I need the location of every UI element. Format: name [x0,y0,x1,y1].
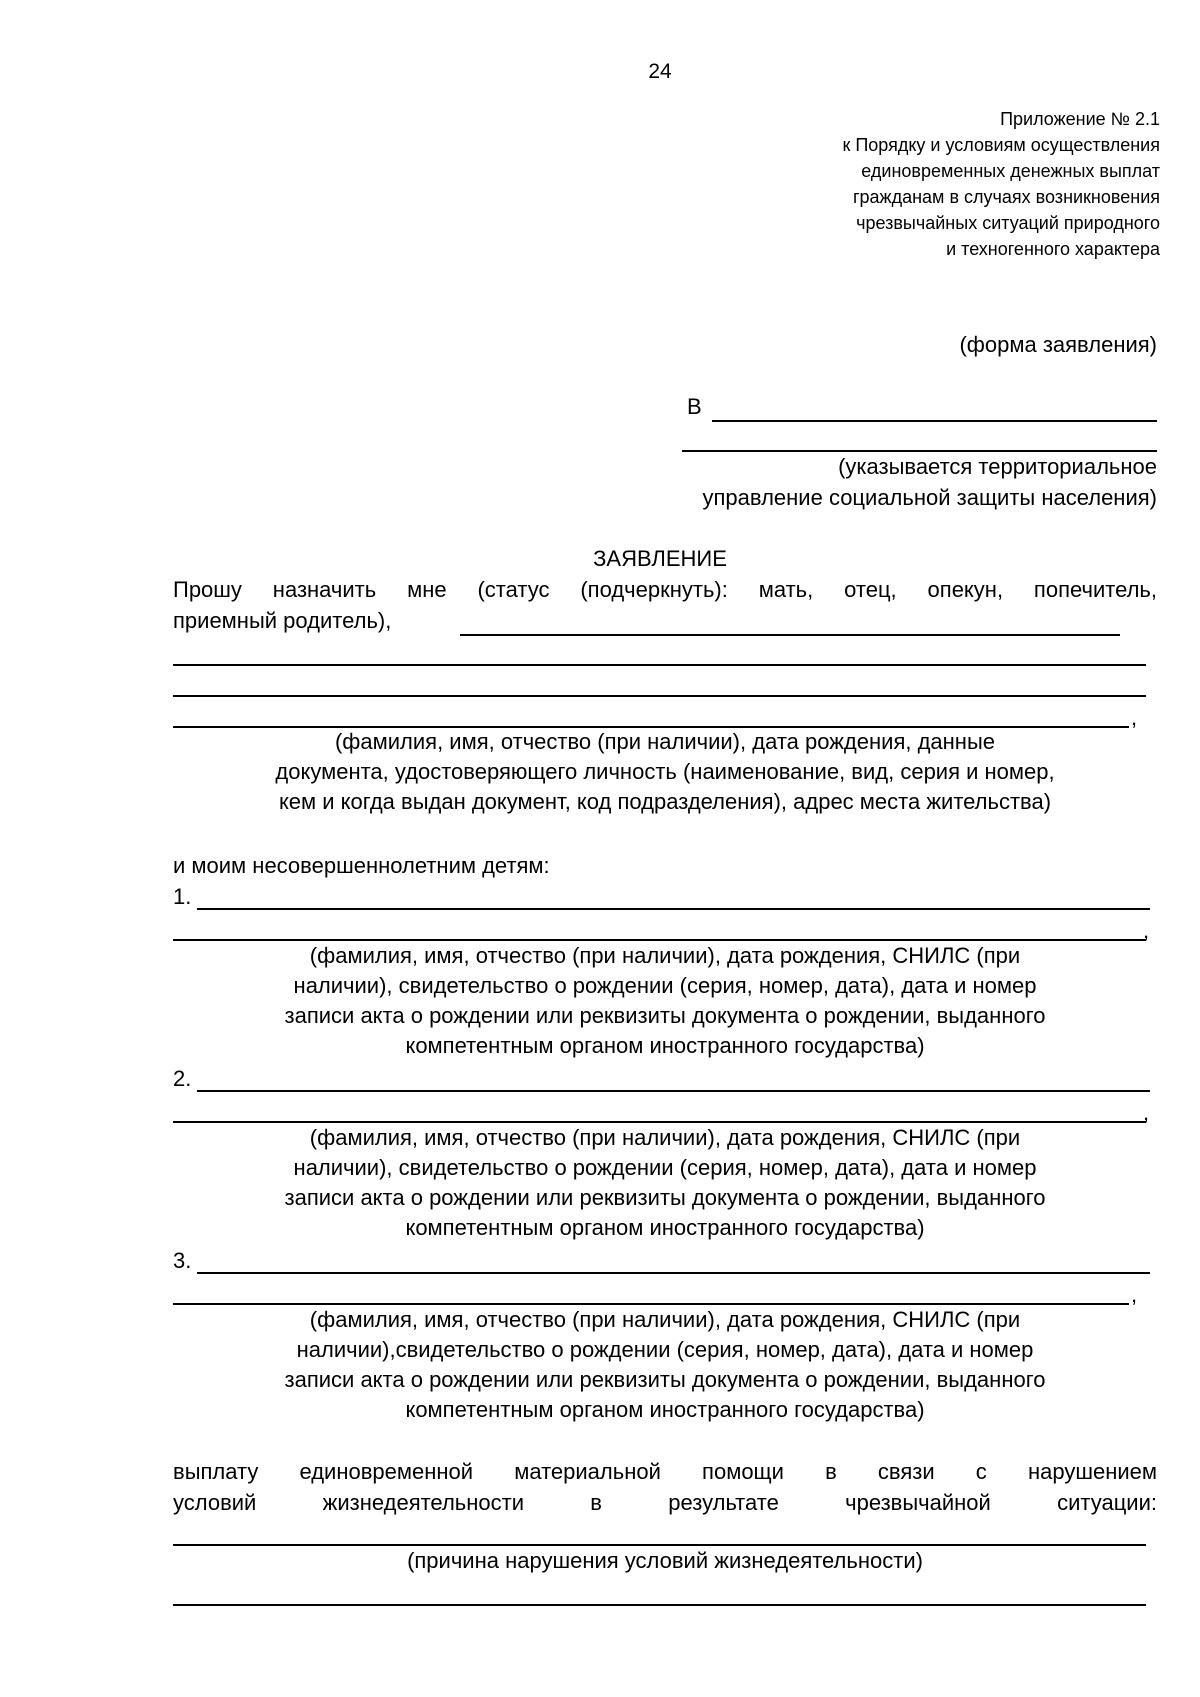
document-title: ЗАЯВЛЕНИЕ [593,546,727,571]
request-line-2: приемный родитель), [173,608,392,633]
child-hint-line: (фамилия, имя, отчество (при наличии), дата рождения, СНИЛС (при [309,1125,1021,1150]
appendix-line: чрезвычайных ситуаций природного [856,213,1160,233]
child-hint-line: компетентным органом иностранного государства) [405,1033,925,1058]
child-hint-line: записи акта о рождении или реквизиты документа о рождении, выданного [284,1367,1046,1392]
child-3-hint [173,1305,1157,1425]
comma: , [1143,1100,1150,1125]
appendix-header [560,106,1160,262]
form-label: (форма заявления) [959,332,1157,357]
child-1-hint [173,941,1157,1061]
comma: , [1131,1282,1138,1307]
child-hint-line: компетентным органом иностранного государства) [405,1215,925,1240]
child-number: 3. [173,1248,192,1273]
payment-line-2: условий жизнедеятельности в результате чрезвычайной ситуации: [173,1490,1157,1515]
page-number: 24 [648,60,672,83]
child-hint-line: (фамилия, имя, отчество (при наличии), дата рождения, СНИЛС (при [309,943,1021,968]
child-2-field-1[interactable] [197,1090,1150,1092]
applicant-hint-line: (фамилия, имя, отчество (при наличии), дата рождения, данные [334,729,996,754]
applicant-hint-line: документа, удостоверяющего личность (наименование, вид, серия и номер, [275,759,1055,784]
appendix-line: Приложение № 2.1 [1000,109,1160,129]
applicant-field-1[interactable] [460,634,1120,636]
child-hint-line: компетентным органом иностранного государства) [405,1397,925,1422]
reason-field-2[interactable] [173,1604,1146,1606]
comma: , [1143,918,1150,943]
addressee-prefix: В [687,394,702,419]
child-2-hint [173,1123,1157,1243]
child-number: 2. [173,1066,192,1091]
applicant-field-2[interactable] [173,664,1146,666]
child-3-field-1[interactable] [197,1272,1150,1274]
applicant-field-3[interactable] [173,695,1146,697]
reason-hint: (причина нарушения условий жизнедеятельности) [407,1548,923,1573]
addressee-hint-2: управление социальной защиты населения) [702,485,1157,510]
child-hint-line: записи акта о рождении или реквизиты документа о рождении, выданного [284,1185,1046,1210]
addressee-field-1[interactable] [712,420,1157,422]
payment-line-1: выплату единовременной материальной помощи в связи с нарушением [173,1459,1157,1484]
child-number: 1. [173,884,192,909]
request-line-1: Прошу назначить мне (статус (подчеркнуть): мать, отец, опекун, попечитель, [173,577,1157,602]
comma: , [1131,705,1138,730]
child-hint-line: (фамилия, имя, отчество (при наличии), дата рождения, СНИЛС (при [309,1307,1021,1332]
appendix-line: единовременных денежных выплат [861,161,1160,181]
child-hint-line: наличии),свидетельство о рождении (серия, номер, дата), дата и номер [296,1337,1034,1362]
appendix-line: и техногенного характера [946,239,1160,259]
applicant-hint-line: кем и когда выдан документ, код подразделения), адрес места жительства) [278,789,1052,814]
child-hint-line: записи акта о рождении или реквизиты документа о рождении, выданного [284,1003,1046,1028]
child-hint-line: наличии), свидетельство о рождении (серия, номер, дата), дата и номер [293,973,1037,998]
child-1-field-1[interactable] [197,908,1150,910]
applicant-hint [173,727,1157,817]
appendix-line: к Порядку и условиям осуществления [842,135,1160,155]
appendix-line: гражданам в случаях возникновения [852,187,1160,207]
addressee-hint-1: (указывается территориальное [838,454,1157,479]
child-hint-line: наличии), свидетельство о рождении (серия, номер, дата), дата и номер [293,1155,1037,1180]
children-intro: и моим несовершеннолетним детям: [173,853,550,878]
